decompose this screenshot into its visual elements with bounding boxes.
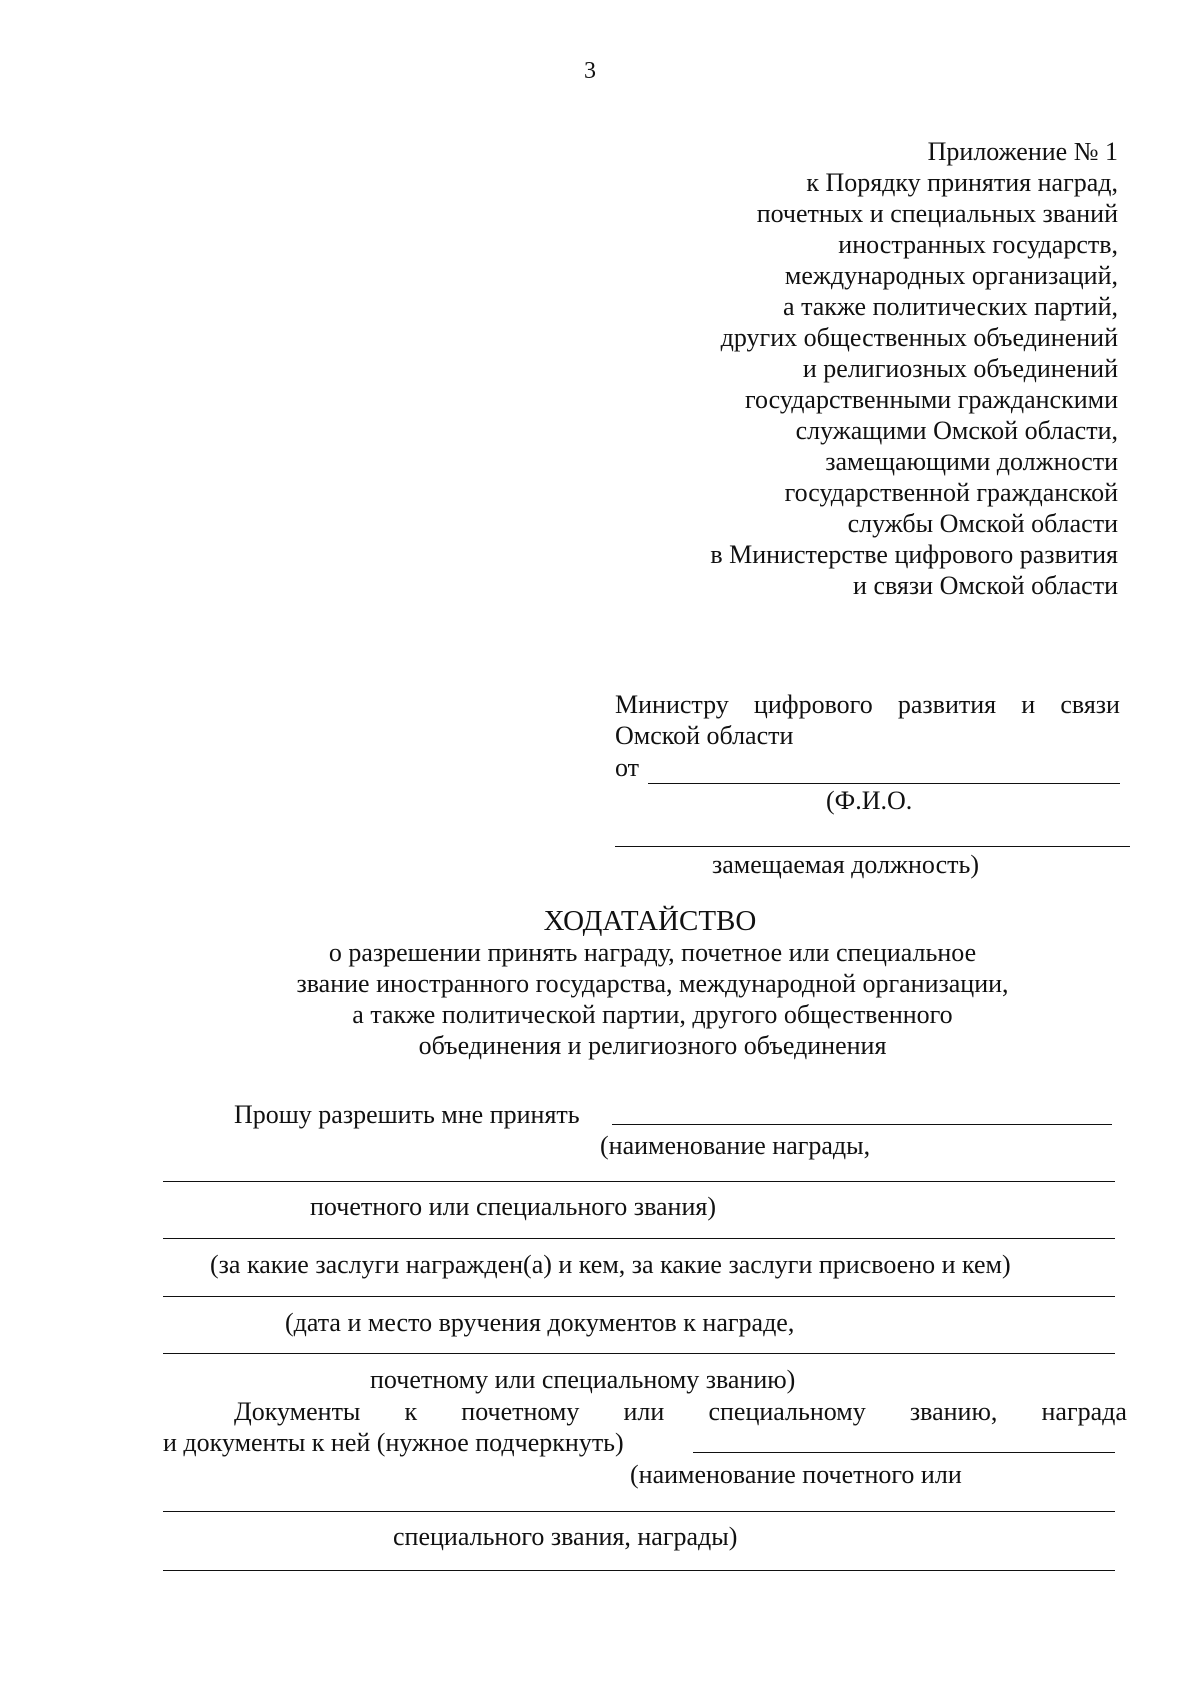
documents-word: или	[623, 1397, 665, 1426]
documents-field-line[interactable]	[693, 1452, 1115, 1453]
hint-award-name: (наименование награды,	[600, 1131, 871, 1160]
appendix-line: государственными гражданскими	[744, 385, 1118, 414]
addressee-word: развития	[897, 690, 997, 719]
addressee-word: связи	[1060, 690, 1120, 719]
addressee-word: Министру	[615, 690, 729, 719]
award-field-line-2[interactable]	[163, 1181, 1115, 1182]
documents-field-line-3[interactable]	[163, 1570, 1115, 1571]
documents-line-1	[234, 1397, 1127, 1427]
appendix-line: а также политических партий,	[783, 292, 1118, 321]
from-label: от	[615, 753, 640, 782]
addressee-word: цифрового	[753, 690, 873, 719]
hint-award-name-cont: почетного или специального звания)	[310, 1192, 716, 1221]
fio-field-line[interactable]	[648, 783, 1120, 784]
appendix-line: государственной гражданской	[784, 478, 1118, 507]
addressee-line-1	[615, 690, 1120, 720]
hint-date-place-cont: почетному или специальному званию)	[370, 1365, 796, 1394]
appendix-line: и связи Омской области	[853, 571, 1118, 600]
subtitle-line: звание иностранного государства, международной организации,	[296, 969, 1009, 998]
petition-title: ХОДАТАЙСТВО	[543, 905, 757, 937]
addressee-line-2: Омской области	[615, 721, 794, 750]
merits-field-line[interactable]	[163, 1238, 1115, 1239]
appendix-line: Приложение № 1	[927, 137, 1118, 166]
appendix-line: международных организаций,	[784, 261, 1118, 290]
request-label: Прошу разрешить мне принять	[234, 1100, 580, 1129]
appendix-line: почетных и специальных званий	[756, 199, 1118, 228]
subtitle-line: о разрешении принять награду, почетное или специальное	[328, 938, 977, 967]
award-field-line[interactable]	[612, 1124, 1112, 1125]
appendix-line: и религиозных объединений	[802, 354, 1118, 383]
date-place-field-line[interactable]	[163, 1296, 1115, 1297]
fio-hint: (Ф.И.О.	[826, 786, 913, 815]
appendix-line: замещающими должности	[825, 447, 1118, 476]
hint-title-name: (наименование почетного или	[630, 1460, 962, 1489]
position-field-line[interactable]	[615, 846, 1130, 847]
appendix-line: других общественных объединений	[720, 323, 1118, 352]
documents-field-line-2[interactable]	[163, 1511, 1115, 1512]
hint-title-name-cont: специального звания, награды)	[393, 1522, 738, 1551]
documents-line-2: и документы к ней (нужное подчеркнуть)	[163, 1428, 624, 1457]
hint-date-place: (дата и место вручения документов к награде,	[285, 1308, 795, 1337]
subtitle-line: а также политической партии, другого общественного	[352, 1000, 953, 1029]
page-number: 3	[584, 58, 596, 84]
appendix-line: к Порядку принятия наград,	[806, 168, 1118, 197]
position-hint: замещаемая должность)	[712, 850, 979, 879]
documents-word: к	[404, 1397, 418, 1426]
appendix-line: служащими Омской области,	[795, 416, 1118, 445]
documents-word: почетному	[461, 1397, 580, 1426]
appendix-line: в Министерстве цифрового развития	[710, 540, 1118, 569]
hint-merits: (за какие заслуги награжден(а) и кем, за какие заслуги присвоено и кем)	[210, 1250, 1011, 1279]
subtitle-line: объединения и религиозного объединения	[418, 1031, 887, 1060]
appendix-line: иностранных государств,	[838, 230, 1118, 259]
documents-word: награда	[1041, 1397, 1127, 1426]
documents-word: званию,	[909, 1397, 998, 1426]
documents-word: Документы	[234, 1397, 361, 1426]
addressee-word: и	[1021, 690, 1036, 719]
appendix-line: службы Омской области	[847, 509, 1118, 538]
date-place-field-line-2[interactable]	[163, 1353, 1115, 1354]
documents-word: специальному	[708, 1397, 866, 1426]
